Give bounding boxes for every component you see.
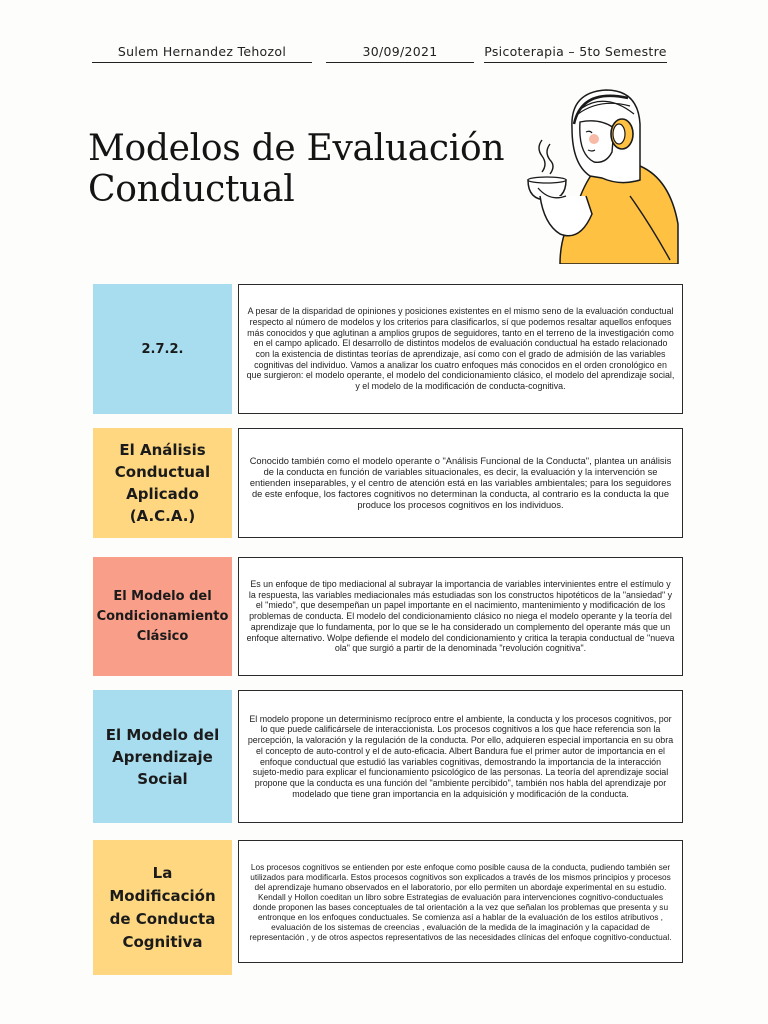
section-label-text: El Análisis Conductual Aplicado (A.C.A.) — [114, 441, 211, 525]
woman-with-headphones-drinking-coffee-icon — [520, 84, 690, 264]
section-text: A pesar de la disparidad de opiniones y posiciones existentes en el mismo seno de la evaluación conductual respecto al número de modelos y los criterios para clasificarlos, sí que podemos resaltar aquellos enfoques más conocidos y que aglutinan a amplios grupos de seguidores, tanto en el terreno de la investigación como en el campo aplicado. El desarrollo de distintos modelos de evaluación conductual ha estado relacionado con la existencia de distintas teorías de aprendizaje, así como con el grado de admisión de las variables cognitivas del individuo. Vamos a analizar los cuatro enfoques más conocidos en el orden cronológico en que surgieron: el modelo operante, el modelo del condicionamiento clásico, el modelo del aprendizaje social, y el modelo de la modificación de conducta-cognitiva. — [246, 306, 675, 392]
course: Psicoterapia – 5to Semestre — [484, 44, 667, 63]
section-label-text: El Modelo del Condicionamiento Clásico — [96, 588, 229, 644]
section-text: El modelo propone un determinismo recíproco entre el ambiente, la conducta y los procesos cognitivos, por lo que puede calificársele de interaccionista. Los procesos cognitivos a los que hace referencia son la percepción, la valoración y la regulación de la conducta. Por ello, adquieren especial importancia en su obra el concepto de auto-control y el de auto-eficacia. Albert Bandura fue el primer autor de importancia en el enfoque conductual que estudió las variables cognitivas, demostrando la importancia de la interacción sujeto-medio para explicar el funcionamiento psicológico de las personas. La teoría del aprendizaje social propone que la conducta es una función del "ambiente percibido", también nos habla del aprendizaje por modelado que tiene gran importancia en la adquisición y modificación de la conducta. — [247, 713, 674, 799]
section-content — [238, 428, 683, 538]
section-label — [93, 690, 232, 823]
page-title — [88, 128, 508, 210]
section-text: Los procesos cognitivos se entienden por este enfoque como posible causa de la conducta, pudiendo también ser utilizados para modificarla. Estos procesos cognitivos son explicados a través de los mismos principios y procesos del aprendizaje humano observados en el laboratorio, por ello permiten un abordaje experimental en su estudio. Kendall y Hollon coeditan un libro sobre Estrategias de evaluación para intervenciones cognitivo-conductuales donde proponen las bases conceptuales de tal orientación a la vez que señalan los problemas que presenta y su entronque en los enfoques conductuales. Se comienza así a hablar de la evaluación de los estilos atributivos , evaluación de los sistemas de creencias , evaluación de la medida de la imaginación y la capacidad de representación , y de otros aspectos representativos de las necesidades clínicas del enfoque cognitivo-conductual. — [249, 861, 672, 942]
author-name: Sulem Hernandez Tehozol — [92, 44, 312, 63]
title-line-2: Conductual — [88, 169, 295, 210]
section-text: Es un enfoque de tipo mediacional al subrayar la importancia de variables intervinientes entre el estímulo y la respuesta, las variables mediacionales más estudiadas son los constructos hipotéticos de la "ansiedad" y el "miedo", que desempeñan un papel importante en el nacimiento, mantenimiento y modificación de los problemas de conducta. El modelo del condicionamiento clásico no niega el modelo operante y la teoría del aprendizaje que lo fundamenta, por lo que se le ha considerado un complemento del operante más que un enfoque alternativo. Wolpe defiende el modelo del condicionamiento y critica la terapia conductual de "nueva ola" que surgió a partir de la denominada "revolución cognitiva". — [246, 579, 675, 654]
section-label-text: La Modificación de Conducta Cognitiva — [109, 863, 216, 951]
section-label — [93, 428, 232, 538]
section-label — [93, 840, 232, 975]
section-label — [93, 557, 232, 676]
section-content — [238, 690, 683, 823]
title-line-1: Modelos de Evaluación — [88, 128, 505, 169]
section-content — [238, 557, 683, 676]
section-content — [238, 284, 683, 414]
section-label — [93, 284, 232, 414]
date: 30/09/2021 — [326, 44, 474, 63]
section-text: Conocido también como el modelo operante o "Análisis Funcional de la Conducta", plantea un análisis de la conducta en función de variables situacionales, es decir, la evaluación y la intervención se entienden inseparables, y el centro de atención está en las variables ambientales; para los seguidores de este enfoque, los factores cognitivos no determinan la conducta, al contrario es la conducta la que produce los procesos cognitivos en los individuos. — [249, 455, 672, 510]
section-content — [238, 840, 683, 963]
section-label-text: 2.7.2. — [141, 341, 184, 357]
section-label-text: El Modelo del Aprendizaje Social — [105, 725, 220, 788]
